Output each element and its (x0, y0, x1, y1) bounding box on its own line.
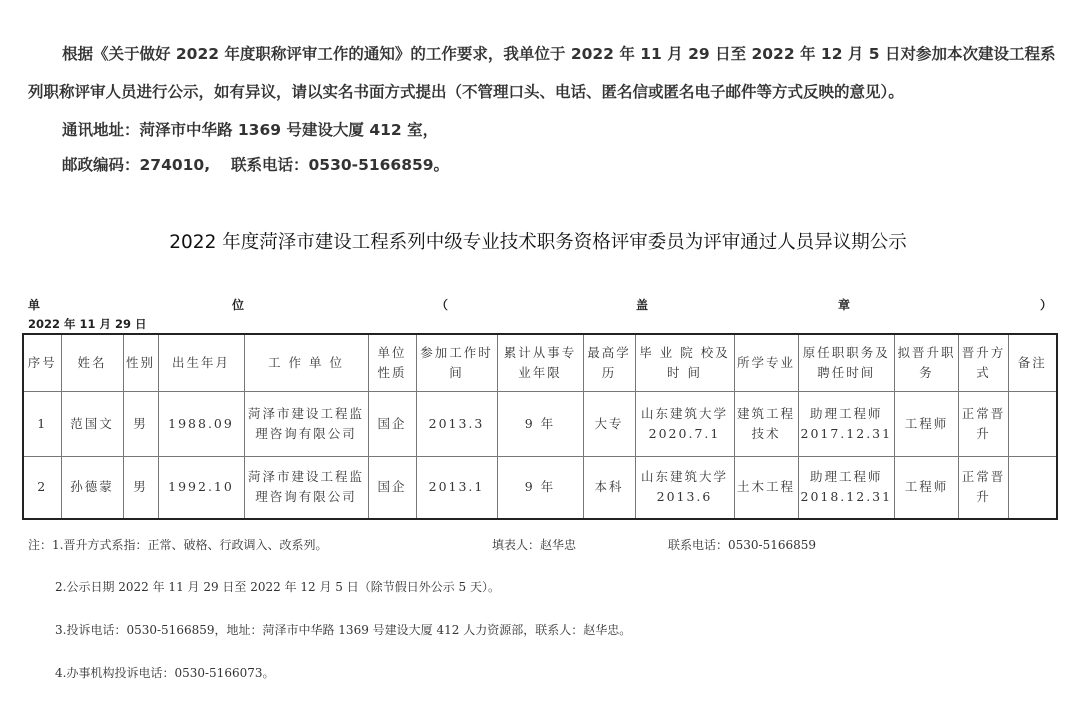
table-cell: 备注 (1009, 334, 1057, 391)
header-row (23, 334, 1057, 391)
seal-label: 单 (28, 298, 41, 312)
table-cell: 山东建筑大学2020.7.1 (635, 391, 734, 456)
table-cell: 9 年 (497, 391, 583, 456)
table-cell (1009, 456, 1057, 519)
phone: 联系电话：0530-5166859 (668, 538, 817, 552)
table-cell: 工 作 单 位 (244, 334, 368, 391)
filler: 填表人：赵华忠 (492, 538, 577, 552)
table-cell: 拟晋升职务 (895, 334, 959, 391)
note-4: 4.办事机构投诉电话：0530-5166073。 (55, 666, 275, 680)
table-cell: 大专 (583, 391, 635, 456)
note-3: 3.投诉电话：0530-5166859，地址：菏泽市中华路 1369 号建设大厦 412 人力资源部，联系人：赵华忠。 (55, 623, 632, 637)
table-row (23, 391, 1057, 456)
table-cell: 国企 (368, 456, 416, 519)
table-cell: 正常晋升 (959, 456, 1009, 519)
table-cell: 建筑工程技术 (734, 391, 798, 456)
table-cell: 男 (123, 456, 158, 519)
table-cell: 参加工作时间 (416, 334, 497, 391)
table-cell: 正常晋升 (959, 391, 1009, 456)
review-table (22, 333, 1058, 520)
table-cell: 性别 (123, 334, 158, 391)
table-cell: 助理工程师2018.12.31 (798, 456, 895, 519)
table-cell: 姓名 (61, 334, 123, 391)
seal-label: 章 (838, 298, 851, 312)
table-cell: 本科 (583, 456, 635, 519)
table-cell: 菏泽市建设工程监理咨询有限公司 (244, 456, 368, 519)
table-cell: 工程师 (895, 391, 959, 456)
table-cell: 1 (23, 391, 61, 456)
seal-label: ） (1040, 298, 1053, 312)
table-cell: 国企 (368, 391, 416, 456)
note-2: 2.公示日期 2022 年 11 月 29 日至 2022 年 12 月 5 日（除节假日外公示 5 天）。 (55, 580, 501, 594)
intro-line-1: 根据《关于做好 2022 年度职称评审工作的通知》的工作要求，我单位于 2022 年 11 月 29 日至 2022 年 12 月 5 日对参加本次建设工程系 (62, 45, 1056, 63)
table-cell: 山东建筑大学2013.6 (635, 456, 734, 519)
table-cell: 工程师 (895, 456, 959, 519)
table-cell: 土木工程 (734, 456, 798, 519)
table-cell: 1988.09 (158, 391, 244, 456)
table-cell: 1992.10 (158, 456, 244, 519)
table-cell: 出生年月 (158, 334, 244, 391)
table-cell: 原任职职务及聘任时间 (798, 334, 895, 391)
seal-label: （ (436, 298, 449, 312)
seal-label: 盖 (636, 298, 649, 312)
table-cell: 男 (123, 391, 158, 456)
table-cell: 晋升方式 (959, 334, 1009, 391)
date: 2022 年 11 月 29 日 (28, 317, 147, 331)
contact: 邮政编码：274010, 联系电话：0530-5166859。 (62, 156, 450, 174)
table-cell: 单位性质 (368, 334, 416, 391)
table-cell: 2013.3 (416, 391, 497, 456)
table-cell: 2013.1 (416, 456, 497, 519)
table-cell: 菏泽市建设工程监理咨询有限公司 (244, 391, 368, 456)
table-cell: 序号 (23, 334, 61, 391)
table-cell: 最高学历 (583, 334, 635, 391)
note-1: 注：1.晋升方式系指：正常、破格、行政调入、改系列。 (28, 538, 328, 552)
table-cell: 孙德蒙 (61, 456, 123, 519)
seal-label: 位 (232, 298, 245, 312)
table-cell (1009, 391, 1057, 456)
intro-line-2: 列职称评审人员进行公示，如有异议，请以实名书面方式提出（不管理口头、电话、匿名信或匿名电子邮件等方式反映的意见）。 (28, 83, 904, 101)
table-cell: 助理工程师2017.12.31 (798, 391, 895, 456)
table-row (23, 456, 1057, 519)
table-cell: 2 (23, 456, 61, 519)
page-title: 2022 年度菏泽市建设工程系列中级专业技术职务资格评审委员为评审通过人员异议期公示 (169, 232, 907, 253)
address: 通讯地址：菏泽市中华路 1369 号建设大厦 412 室， (62, 121, 439, 139)
table-cell: 累计从事专业年限 (497, 334, 583, 391)
table-cell: 毕 业 院 校及 时 间 (635, 334, 734, 391)
table-cell: 9 年 (497, 456, 583, 519)
table-cell: 范国文 (61, 391, 123, 456)
table-cell: 所学专业 (734, 334, 798, 391)
